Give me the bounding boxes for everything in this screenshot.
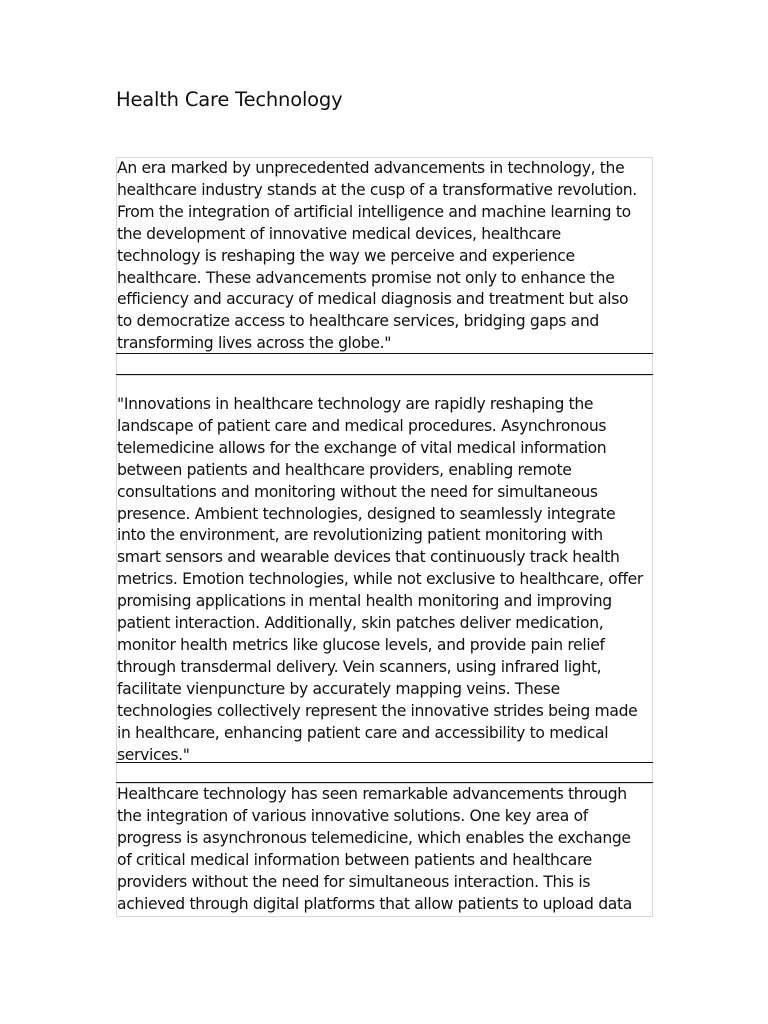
paragraph-line: to democratize access to healthcare services, bridging gaps and [117,312,599,331]
paragraph-line: patient interaction. Additionally, skin patches deliver medication, [117,614,604,633]
paragraph-line: providers without the need for simultaneous interaction. This is [117,872,591,891]
paragraph-line: technology is reshaping the way we perceive and experience [117,246,575,265]
paragraph-line: landscape of patient care and medical procedures. Asynchronous [117,416,607,435]
paragraph-line: in healthcare, enhancing patient care and accessibility to medical [117,723,609,742]
paragraph-line: smart sensors and wearable devices that continuously track health [117,548,620,567]
paragraph-line: healthcare industry stands at the cusp of a transformative revolution. [117,180,637,199]
empty-row [116,763,653,782]
paragraph-cell-3 [116,783,653,917]
paragraph-line: telemedicine allows for the exchange of vital medical information [117,438,607,457]
paragraph-line: metrics. Emotion technologies, while not exclusive to healthcare, offer [117,570,643,589]
empty-row [116,354,653,374]
paragraph-line: efficiency and accuracy of medical diagnosis and treatment but also [117,290,629,309]
paragraph-line: healthcare. These advancements promise not only to enhance the [117,268,615,287]
paragraph-line: progress is asynchronous telemedicine, which enables the exchange [117,828,631,847]
paragraph-line: through transdermal delivery. Vein scanners, using infrared light, [117,657,602,676]
paragraph-line: promising applications in mental health monitoring and improving [117,592,612,611]
paragraph-line: services." [117,745,190,763]
paragraph-line: achieved through digital platforms that allow patients to upload data [117,894,632,913]
paragraph-line: monitor health metrics like glucose levels, and provide pain relief [117,635,605,654]
paragraph-line: the integration of various innovative solutions. One key area of [117,806,588,825]
paragraph-line: Healthcare technology has seen remarkable advancements through [117,785,627,803]
paragraph-line: From the integration of artificial intelligence and machine learning to [117,202,631,221]
paragraph-line: into the environment, are revolutionizing patient monitoring with [117,526,603,545]
paragraph-line: An era marked by unprecedented advancements in technology, the [117,159,625,177]
paragraph-line: "Innovations in healthcare technology are rapidly reshaping the [117,395,594,413]
document-title: Health Care Technology [116,88,343,111]
paragraph-line: presence. Ambient technologies, designed to seamlessly integrate [117,504,616,523]
paragraph-line: between patients and healthcare providers, enabling remote [117,460,572,479]
paragraph-line: facilitate vienpuncture by accurately mapping veins. These [117,679,560,698]
paragraph-line: consultations and monitoring without the need for simultaneous [117,482,598,501]
paragraph-line: of critical medical information between patients and healthcare [117,850,592,869]
paragraph-line: transforming lives across the globe." [117,334,392,353]
paragraph-line: the development of innovative medical devices, healthcare [117,224,561,243]
paragraph-cell-1 [116,157,653,354]
paragraph-line: technologies collectively represent the innovative strides being made [117,701,638,720]
paragraph-cell-2 [116,375,653,763]
